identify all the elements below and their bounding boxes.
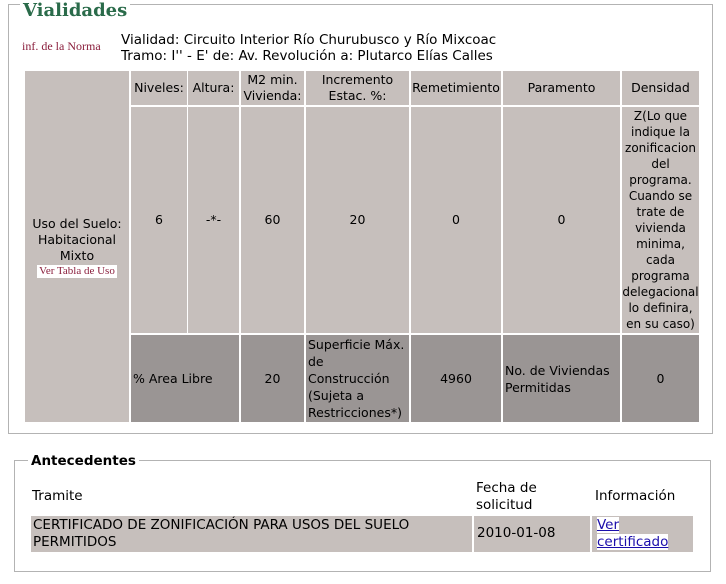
header-tramite: Tramite [32, 488, 83, 504]
value-paramento: 0 [503, 107, 620, 333]
superficie-label: Superficie Máx. de Construcción (Sujeta a Restricciones*) [306, 335, 409, 422]
header-niveles: Niveles: [131, 71, 187, 105]
value-densidad: Z(Lo que indique la zonificacion del programa. Cuando se trate de vivienda minima, cada programa delegacional lo definira, en su caso) [622, 109, 699, 331]
value-altura: -*- [188, 107, 239, 333]
fecha-cell: 2010-01-08 [474, 516, 590, 552]
tramo-line: Tramo: I'' - E' de: Av. Revolución a: Plutarco Elías Calles [121, 48, 493, 64]
header-remetimiento: Remetimiento [411, 71, 501, 105]
antecedentes-legend: Antecedentes [28, 452, 139, 470]
header-m2-vivienda: M2 min. Vivienda: [241, 71, 304, 105]
vialidad-line: Vialidad: Circuito Interior Río Churubusco y Río Mixcoac [121, 32, 497, 48]
viviendas-value: 0 [622, 335, 699, 422]
header-altura: Altura: [188, 71, 239, 105]
area-libre-label: % Area Libre [131, 335, 239, 422]
value-incremento-estac: 20 [306, 107, 409, 333]
uso-suelo-cell [25, 71, 129, 422]
superficie-value: 4960 [411, 335, 501, 422]
vialidades-legend: Vialidades [20, 0, 130, 22]
area-libre-value: 20 [241, 335, 304, 422]
header-paramento: Paramento [503, 71, 620, 105]
ver-certificado-link[interactable]: Ver certificado [597, 517, 669, 550]
ver-tabla-uso-link[interactable]: Ver Tabla de Uso [39, 264, 115, 277]
norma-info-link[interactable]: inf. de la Norma [22, 39, 101, 53]
tramite-cell: CERTIFICADO DE ZONIFICACIÓN PARA USOS DEL SUELO PERMITIDOS [31, 516, 472, 552]
value-niveles: 6 [131, 107, 187, 333]
viviendas-label: No. de Viviendas Permitidas [503, 335, 620, 422]
value-m2-vivienda: 60 [241, 107, 304, 333]
header-incremento-estac: Incremento Estac. %: [306, 71, 409, 105]
header-densidad: Densidad [622, 71, 699, 105]
header-fecha-solicitud: Fecha de solicitud [476, 480, 537, 513]
informacion-cell [592, 516, 693, 552]
uso-suelo-label: Uso del Suelo: Habitacional Mixto [32, 215, 122, 263]
value-remetimiento: 0 [411, 107, 501, 333]
header-informacion: Información [595, 488, 676, 504]
